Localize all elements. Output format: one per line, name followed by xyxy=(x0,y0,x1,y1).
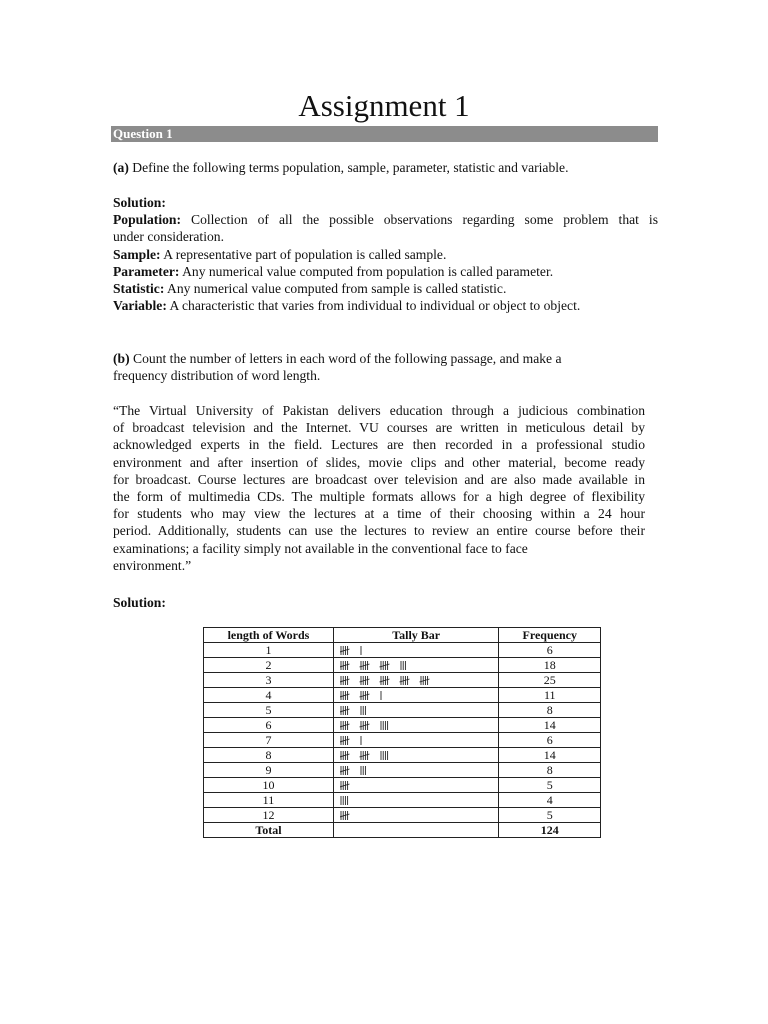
tally-cell xyxy=(333,748,499,763)
tally-marks xyxy=(340,736,490,746)
definition-text: A characteristic that varies from individual to individual or object to object. xyxy=(169,298,581,314)
part-a-label: (a) xyxy=(113,160,129,175)
length-cell: 2 xyxy=(204,658,334,673)
tally-cell xyxy=(333,778,499,793)
table-row xyxy=(204,718,601,733)
definition-term: Sample: xyxy=(113,246,161,262)
frequency-cell: 14 xyxy=(499,748,601,763)
tally-marks xyxy=(340,691,490,701)
passage-line: period. Additionally, students can use the lectures to review an entire course before their xyxy=(113,523,645,539)
table-row xyxy=(204,733,601,748)
definition-variable xyxy=(113,297,658,314)
tally-cell xyxy=(333,793,499,808)
frequency-cell: 25 xyxy=(499,673,601,688)
tally-cell xyxy=(333,658,499,673)
definition-sample xyxy=(113,246,658,263)
frequency-table xyxy=(203,627,601,838)
tally-cell xyxy=(333,733,499,748)
part-b-solution xyxy=(113,594,658,611)
part-b-prompt-line: Count the number of letters in each word of the following passage, and make a xyxy=(133,351,562,366)
tally-marks xyxy=(340,661,490,671)
tally-marks xyxy=(340,751,490,761)
passage-line: “The Virtual University of Pakistan delivers education through a judicious combination xyxy=(113,403,645,418)
passage-line: acknowledged experts in the field. Lectures are then recorded in a professional studio xyxy=(113,437,645,453)
passage-line: environment.” xyxy=(113,557,192,573)
definition-population-cont: under consideration. xyxy=(113,229,224,245)
frequency-cell: 5 xyxy=(499,778,601,793)
frequency-cell: 8 xyxy=(499,763,601,778)
part-b-prompt-line: frequency distribution of word length. xyxy=(113,368,321,384)
definition-text: Any numerical value computed from population is called parameter. xyxy=(182,263,554,279)
table-row xyxy=(204,793,601,808)
table-header-row xyxy=(204,628,601,643)
tally-marks xyxy=(340,766,490,776)
definition-text: Any numerical value computed from sample is called statistic. xyxy=(167,281,507,297)
total-value: 124 xyxy=(499,823,601,838)
table-total-row xyxy=(204,823,601,838)
part-a-solution-label: Solution: xyxy=(113,195,166,210)
passage-line: environment and after insertion of slides, movie clips and other material, become ready xyxy=(113,454,645,470)
table-row xyxy=(204,808,601,823)
question-label: Question 1 xyxy=(113,126,173,141)
passage-line: of broadcast television and the Internet. VU courses are written in meticulous detail by xyxy=(113,420,645,436)
tally-cell xyxy=(333,808,499,823)
length-cell: 5 xyxy=(204,703,334,718)
length-cell: 9 xyxy=(204,763,334,778)
frequency-cell: 14 xyxy=(499,718,601,733)
table-row xyxy=(204,778,601,793)
question-header-bar xyxy=(111,126,658,142)
definition-text: A representative part of population is called sample. xyxy=(163,246,447,262)
definition-term: Population: xyxy=(113,212,181,228)
tally-cell xyxy=(333,688,499,703)
tally-marks xyxy=(340,721,490,731)
length-cell: 1 xyxy=(204,643,334,658)
page-title: Assignment 1 xyxy=(298,88,470,123)
tally-marks xyxy=(340,646,490,656)
part-b-solution-label: Solution: xyxy=(113,595,166,610)
table-row xyxy=(204,748,601,763)
header-tally: Tally Bar xyxy=(333,628,499,643)
tally-marks xyxy=(340,811,490,821)
table-row xyxy=(204,703,601,718)
length-cell: 10 xyxy=(204,778,334,793)
definition-term: Parameter: xyxy=(113,263,180,279)
tally-marks xyxy=(340,676,490,686)
part-b-prompt xyxy=(113,350,658,384)
part-a-solution xyxy=(113,194,658,314)
part-a-prompt-text: Define the following terms population, sample, parameter, statistic and variable. xyxy=(132,160,569,175)
length-cell: 11 xyxy=(204,793,334,808)
table-row xyxy=(204,673,601,688)
frequency-cell: 8 xyxy=(499,703,601,718)
tally-cell xyxy=(333,703,499,718)
table-row xyxy=(204,688,601,703)
tally-marks xyxy=(340,796,490,806)
definition-statistic xyxy=(113,280,658,297)
table-row xyxy=(204,658,601,673)
tally-cell xyxy=(333,763,499,778)
length-cell: 4 xyxy=(204,688,334,703)
tally-marks xyxy=(340,781,490,791)
tally-cell xyxy=(333,643,499,658)
passage-line: examinations; a facility simply not available in the conventional face to face xyxy=(113,540,528,556)
part-b-label: (b) xyxy=(113,351,130,366)
passage xyxy=(113,402,645,574)
tally-cell xyxy=(333,718,499,733)
total-label: Total xyxy=(204,823,334,838)
tally-cell xyxy=(333,673,499,688)
frequency-cell: 11 xyxy=(499,688,601,703)
header-frequency: Frequency xyxy=(499,628,601,643)
length-cell: 12 xyxy=(204,808,334,823)
part-a-prompt xyxy=(113,159,658,176)
length-cell: 6 xyxy=(204,718,334,733)
definition-term: Statistic: xyxy=(113,281,165,297)
passage-line: for broadcast. Course lectures are broadcast over television and are also made available in xyxy=(113,471,645,487)
definition-parameter xyxy=(113,263,658,280)
frequency-cell: 6 xyxy=(499,643,601,658)
length-cell: 8 xyxy=(204,748,334,763)
definition-population xyxy=(113,211,658,228)
table-row xyxy=(204,763,601,778)
length-cell: 7 xyxy=(204,733,334,748)
frequency-cell: 5 xyxy=(499,808,601,823)
definition-term: Variable: xyxy=(113,298,167,314)
passage-line: for students who may view the lectures at a time of their choosing within a 24 hour xyxy=(113,506,645,522)
passage-line: the form of multimedia CDs. The multiple formats allows for a high degree of flexibility xyxy=(113,489,645,505)
tally-marks xyxy=(340,706,490,716)
length-cell: 3 xyxy=(204,673,334,688)
header-length: length of Words xyxy=(204,628,334,643)
frequency-cell: 18 xyxy=(499,658,601,673)
definition-text: Collection of all the possible observations regarding some problem that is xyxy=(191,212,659,228)
frequency-cell: 6 xyxy=(499,733,601,748)
total-tally-cell xyxy=(333,823,499,838)
frequency-cell: 4 xyxy=(499,793,601,808)
table-row xyxy=(204,643,601,658)
